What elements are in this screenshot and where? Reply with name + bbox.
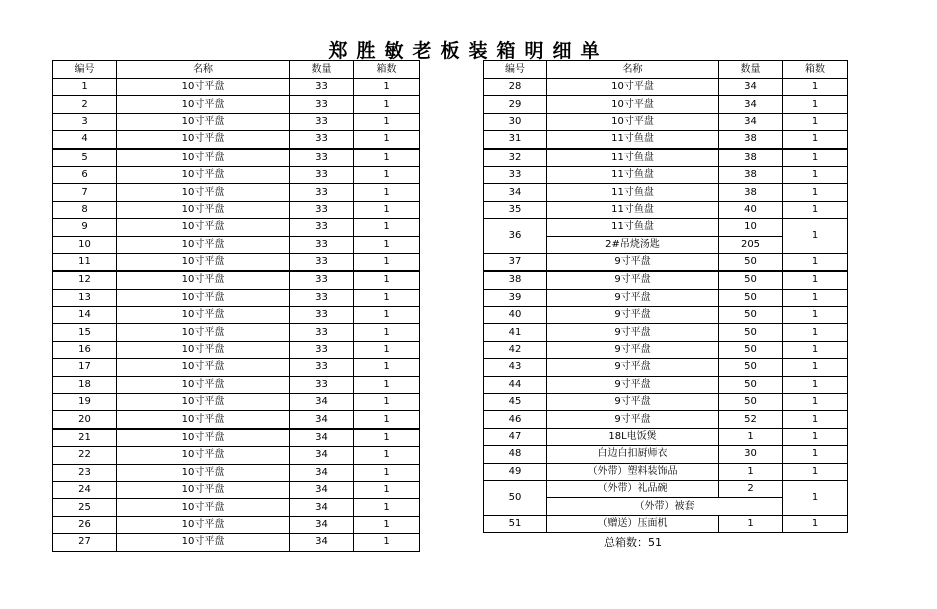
cell-boxes: 1	[354, 499, 420, 516]
cell-boxes: 1	[354, 307, 420, 324]
cell-no: 16	[53, 341, 117, 358]
cell-qty: 38	[719, 184, 783, 201]
cell-qty: 33	[290, 324, 354, 341]
cell-boxes: 1	[783, 480, 848, 515]
cell-name: 10寸平盘	[117, 289, 290, 306]
cell-name: 10寸平盘	[117, 96, 290, 113]
cell-no: 17	[53, 359, 117, 376]
cell-name: 11寸鱼盘	[547, 149, 719, 167]
cell-name: 9寸平盘	[547, 376, 719, 393]
cell-boxes: 1	[783, 166, 848, 183]
cell-boxes: 1	[354, 341, 420, 358]
cell-qty: 38	[719, 166, 783, 183]
table-row	[53, 271, 420, 289]
table-row	[53, 481, 420, 498]
cell-qty: 50	[719, 289, 783, 306]
cell-name: 10寸平盘	[117, 149, 290, 167]
header-no: 编号	[53, 61, 117, 79]
cell-no: 12	[53, 271, 117, 289]
cell-boxes: 1	[783, 394, 848, 411]
cell-name: 9寸平盘	[547, 253, 719, 271]
cell-qty: 33	[290, 359, 354, 376]
table-row	[484, 166, 848, 183]
cell-no: 38	[484, 271, 547, 289]
cell-name: 10寸平盘	[117, 307, 290, 324]
cell-no: 50	[484, 480, 547, 515]
cell-boxes: 1	[783, 289, 848, 306]
table-header-row	[484, 61, 848, 79]
cell-boxes: 1	[354, 79, 420, 96]
header-boxes: 箱数	[354, 61, 420, 79]
cell-qty: 34	[290, 429, 354, 447]
cell-no: 15	[53, 324, 117, 341]
cell-name: 11寸鱼盘	[547, 219, 719, 236]
cell-qty: 34	[719, 113, 783, 130]
cell-qty: 33	[290, 113, 354, 130]
cell-qty: 34	[290, 534, 354, 551]
cell-boxes: 1	[354, 184, 420, 201]
cell-name: 11寸鱼盘	[547, 166, 719, 183]
cell-name: 11寸鱼盘	[547, 201, 719, 218]
cell-no: 48	[484, 446, 547, 463]
header-qty: 数量	[719, 61, 783, 79]
cell-name: 18L电饭煲	[547, 428, 719, 445]
cell-no: 14	[53, 307, 117, 324]
cell-qty: 33	[290, 271, 354, 289]
table-row	[53, 166, 420, 183]
cell-boxes: 1	[354, 289, 420, 306]
cell-boxes: 1	[354, 236, 420, 253]
cell-qty: 30	[719, 446, 783, 463]
table-row	[484, 113, 848, 130]
table-row	[53, 253, 420, 271]
cell-qty: 33	[290, 201, 354, 218]
table-row	[53, 341, 420, 358]
table-row	[484, 219, 848, 236]
cell-qty: 34	[290, 394, 354, 411]
table-row	[53, 131, 420, 149]
cell-qty: 1	[719, 463, 783, 480]
cell-boxes: 1	[354, 149, 420, 167]
cell-qty: 33	[290, 131, 354, 149]
cell-qty: 33	[290, 376, 354, 393]
table-row	[53, 359, 420, 376]
cell-no: 26	[53, 516, 117, 533]
right-packing-table	[483, 60, 848, 533]
table-row	[53, 184, 420, 201]
table-row	[53, 96, 420, 113]
table-row	[484, 411, 848, 428]
table-row	[484, 201, 848, 218]
cell-name: 10寸平盘	[117, 166, 290, 183]
table-row	[484, 376, 848, 393]
cell-name: 10寸平盘	[117, 359, 290, 376]
cell-boxes: 1	[783, 96, 848, 113]
cell-name: 10寸平盘	[117, 394, 290, 411]
cell-boxes: 1	[783, 201, 848, 218]
cell-qty: 50	[719, 253, 783, 271]
cell-no: 25	[53, 499, 117, 516]
cell-name: （外带）礼品碗	[547, 480, 719, 497]
cell-no: 41	[484, 324, 547, 341]
cell-no: 5	[53, 149, 117, 167]
table-row	[53, 324, 420, 341]
cell-qty: 34	[719, 96, 783, 113]
table-header-row	[53, 61, 420, 79]
cell-qty: 34	[290, 481, 354, 498]
cell-name: 9寸平盘	[547, 341, 719, 358]
cell-name: 9寸平盘	[547, 324, 719, 341]
cell-qty: 33	[290, 96, 354, 113]
table-row	[53, 113, 420, 130]
cell-boxes: 1	[354, 376, 420, 393]
cell-boxes: 1	[783, 428, 848, 445]
cell-boxes: 1	[783, 359, 848, 376]
cell-no: 1	[53, 79, 117, 96]
table-row	[484, 394, 848, 411]
cell-boxes: 1	[354, 359, 420, 376]
cell-boxes: 1	[783, 515, 848, 532]
header-no: 编号	[484, 61, 547, 79]
cell-no: 37	[484, 253, 547, 271]
cell-qty: 50	[719, 324, 783, 341]
cell-boxes: 1	[783, 324, 848, 341]
cell-name: 10寸平盘	[117, 79, 290, 96]
cell-qty: 34	[290, 516, 354, 533]
cell-qty: 50	[719, 376, 783, 393]
cell-qty: 10	[719, 219, 783, 236]
cell-qty: 1	[719, 515, 783, 532]
cell-no: 18	[53, 376, 117, 393]
cell-boxes: 1	[354, 324, 420, 341]
table-row	[53, 534, 420, 551]
cell-name: 10寸平盘	[547, 113, 719, 130]
cell-no: 46	[484, 411, 547, 428]
cell-qty: 34	[290, 499, 354, 516]
cell-no: 35	[484, 201, 547, 218]
cell-boxes: 1	[783, 463, 848, 480]
cell-boxes: 1	[354, 447, 420, 464]
cell-name: 10寸平盘	[117, 411, 290, 429]
cell-name: 10寸平盘	[117, 341, 290, 358]
cell-boxes: 1	[354, 464, 420, 481]
table-row	[484, 480, 848, 497]
cell-no: 23	[53, 464, 117, 481]
left-packing-table	[52, 60, 420, 552]
cell-name: 10寸平盘	[547, 96, 719, 113]
cell-name: 10寸平盘	[117, 219, 290, 236]
cell-no: 36	[484, 219, 547, 254]
cell-qty: 38	[719, 149, 783, 167]
table-row	[53, 236, 420, 253]
cell-no: 19	[53, 394, 117, 411]
cell-qty: 33	[290, 79, 354, 96]
cell-name: 10寸平盘	[117, 447, 290, 464]
cell-boxes: 1	[354, 253, 420, 271]
cell-qty: 33	[290, 219, 354, 236]
cell-no: 20	[53, 411, 117, 429]
table-row	[53, 201, 420, 218]
table-row	[53, 219, 420, 236]
table-row	[484, 131, 848, 149]
table-row	[53, 394, 420, 411]
cell-qty: 34	[290, 447, 354, 464]
cell-boxes: 1	[354, 113, 420, 130]
cell-name: 10寸平盘	[117, 271, 290, 289]
cell-no: 40	[484, 307, 547, 324]
cell-no: 13	[53, 289, 117, 306]
cell-name: 10寸平盘	[117, 253, 290, 271]
table-row	[53, 429, 420, 447]
cell-no: 21	[53, 429, 117, 447]
cell-qty: 2	[719, 480, 783, 497]
table-row	[484, 149, 848, 167]
cell-name: （外带）塑料装饰品	[547, 463, 719, 480]
table-row	[53, 307, 420, 324]
cell-name: 9寸平盘	[547, 359, 719, 376]
table-row	[484, 96, 848, 113]
cell-no: 33	[484, 166, 547, 183]
page-title: 郑胜敏老板装箱明细单	[328, 40, 609, 62]
cell-no: 45	[484, 394, 547, 411]
cell-qty: 205	[719, 236, 783, 253]
cell-boxes: 1	[354, 534, 420, 551]
header-name: 名称	[547, 61, 719, 79]
cell-name: 白边白扣厨师衣	[547, 446, 719, 463]
total-boxes: 总箱数：51	[604, 536, 662, 549]
cell-name: 10寸平盘	[117, 324, 290, 341]
cell-name: 10寸平盘	[117, 201, 290, 218]
cell-no: 4	[53, 131, 117, 149]
cell-boxes: 1	[354, 131, 420, 149]
cell-no: 43	[484, 359, 547, 376]
cell-qty: 33	[290, 289, 354, 306]
cell-no: 29	[484, 96, 547, 113]
cell-name: （赠送）压面机	[547, 515, 719, 532]
cell-qty: 34	[290, 411, 354, 429]
table-row	[484, 428, 848, 445]
cell-name: 10寸平盘	[117, 131, 290, 149]
cell-boxes: 1	[354, 271, 420, 289]
table-row	[484, 359, 848, 376]
cell-no: 42	[484, 341, 547, 358]
cell-qty: 50	[719, 271, 783, 289]
cell-name: 10寸平盘	[117, 113, 290, 130]
cell-name: 9寸平盘	[547, 411, 719, 428]
cell-no: 22	[53, 447, 117, 464]
table-row	[53, 411, 420, 429]
cell-boxes: 1	[354, 429, 420, 447]
table-row	[484, 463, 848, 480]
cell-name: 10寸平盘	[117, 516, 290, 533]
cell-name: 10寸平盘	[117, 481, 290, 498]
cell-no: 9	[53, 219, 117, 236]
cell-boxes: 1	[783, 219, 848, 254]
cell-boxes: 1	[354, 201, 420, 218]
cell-no: 32	[484, 149, 547, 167]
cell-name: （外带）被套	[547, 498, 783, 515]
header-name: 名称	[117, 61, 290, 79]
table-row	[53, 464, 420, 481]
cell-no: 39	[484, 289, 547, 306]
cell-name: 10寸平盘	[117, 499, 290, 516]
cell-name: 10寸平盘	[547, 79, 719, 96]
table-row	[484, 184, 848, 201]
cell-qty: 33	[290, 149, 354, 167]
cell-qty: 40	[719, 201, 783, 218]
cell-boxes: 1	[783, 341, 848, 358]
cell-no: 31	[484, 131, 547, 149]
cell-boxes: 1	[354, 516, 420, 533]
cell-qty: 52	[719, 411, 783, 428]
cell-boxes: 1	[354, 411, 420, 429]
cell-name: 9寸平盘	[547, 271, 719, 289]
table-row	[53, 499, 420, 516]
cell-boxes: 1	[783, 446, 848, 463]
cell-boxes: 1	[783, 149, 848, 167]
table-row	[484, 515, 848, 532]
cell-boxes: 1	[783, 376, 848, 393]
cell-name: 9寸平盘	[547, 307, 719, 324]
cell-boxes: 1	[354, 96, 420, 113]
cell-name: 9寸平盘	[547, 394, 719, 411]
header-boxes: 箱数	[783, 61, 848, 79]
table-row	[53, 79, 420, 96]
cell-no: 47	[484, 428, 547, 445]
cell-qty: 50	[719, 394, 783, 411]
cell-name: 10寸平盘	[117, 376, 290, 393]
table-row	[484, 253, 848, 271]
cell-no: 7	[53, 184, 117, 201]
cell-qty: 34	[719, 79, 783, 96]
cell-no: 10	[53, 236, 117, 253]
cell-no: 34	[484, 184, 547, 201]
cell-no: 28	[484, 79, 547, 96]
cell-no: 8	[53, 201, 117, 218]
cell-qty: 33	[290, 236, 354, 253]
cell-qty: 34	[290, 464, 354, 481]
cell-name: 10寸平盘	[117, 429, 290, 447]
cell-no: 3	[53, 113, 117, 130]
cell-qty: 33	[290, 166, 354, 183]
cell-boxes: 1	[783, 253, 848, 271]
cell-qty: 33	[290, 341, 354, 358]
cell-boxes: 1	[783, 184, 848, 201]
cell-qty: 33	[290, 253, 354, 271]
cell-no: 51	[484, 515, 547, 532]
cell-no: 2	[53, 96, 117, 113]
table-row	[484, 341, 848, 358]
cell-boxes: 1	[783, 271, 848, 289]
cell-name: 10寸平盘	[117, 464, 290, 481]
table-row	[53, 149, 420, 167]
cell-qty: 50	[719, 341, 783, 358]
table-row	[484, 79, 848, 96]
cell-qty: 38	[719, 131, 783, 149]
table-row	[53, 376, 420, 393]
cell-no: 27	[53, 534, 117, 551]
cell-name: 11寸鱼盘	[547, 184, 719, 201]
table-row	[53, 447, 420, 464]
cell-boxes: 1	[354, 394, 420, 411]
table-row	[484, 307, 848, 324]
table-row	[484, 271, 848, 289]
cell-qty: 1	[719, 428, 783, 445]
cell-boxes: 1	[783, 113, 848, 130]
cell-no: 11	[53, 253, 117, 271]
cell-no: 24	[53, 481, 117, 498]
cell-qty: 33	[290, 307, 354, 324]
cell-no: 30	[484, 113, 547, 130]
cell-boxes: 1	[354, 166, 420, 183]
header-qty: 数量	[290, 61, 354, 79]
cell-name: 10寸平盘	[117, 184, 290, 201]
cell-no: 49	[484, 463, 547, 480]
cell-boxes: 1	[354, 219, 420, 236]
cell-no: 6	[53, 166, 117, 183]
cell-qty: 50	[719, 307, 783, 324]
cell-boxes: 1	[783, 131, 848, 149]
table-row	[484, 324, 848, 341]
cell-boxes: 1	[783, 307, 848, 324]
cell-name: 9寸平盘	[547, 289, 719, 306]
cell-name: 10寸平盘	[117, 534, 290, 551]
cell-name: 2#吊烧汤匙	[547, 236, 719, 253]
cell-qty: 50	[719, 359, 783, 376]
table-row	[484, 446, 848, 463]
table-row	[484, 289, 848, 306]
cell-boxes: 1	[783, 79, 848, 96]
table-row	[53, 289, 420, 306]
cell-boxes: 1	[354, 481, 420, 498]
cell-name: 10寸平盘	[117, 236, 290, 253]
cell-boxes: 1	[783, 411, 848, 428]
cell-no: 44	[484, 376, 547, 393]
cell-name: 11寸鱼盘	[547, 131, 719, 149]
table-row	[53, 516, 420, 533]
cell-qty: 33	[290, 184, 354, 201]
